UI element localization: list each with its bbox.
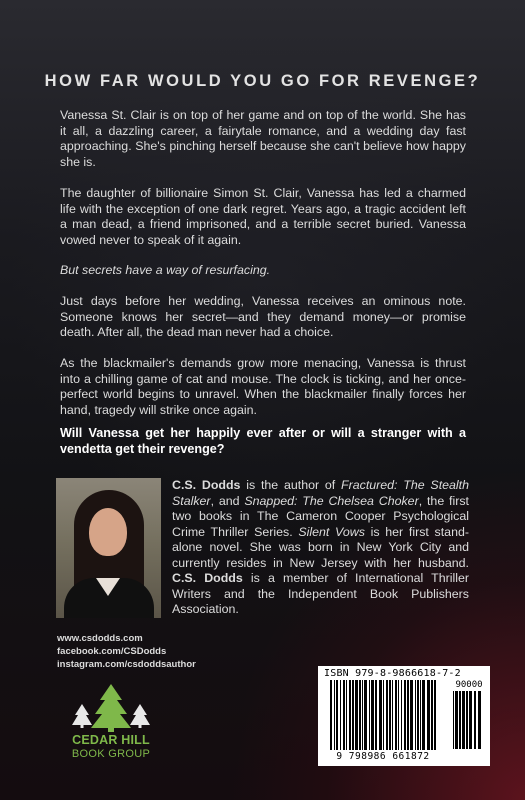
author-bio: C.S. Dodds is the author of Fractured: The Stealth Stalker, and Snapped: The Chelsea Choker, the first two books in The Cameron Cooper Psychological Crime Thriller Series. Silent Vows is her first stand-alone novel. She was born in New York City and currently resides in New Jersey with her husband. C.S. Dodds is a member of International Thriller Writers and the Independent Book Publishers Association. [172,478,470,616]
publisher-subname: BOOK GROUP [71,748,151,760]
book-title-1: Fractured: The Stealth Stalker [172,478,469,508]
price-code: 90000 [455,680,483,690]
blurb-paragraph-3 [60,263,466,279]
blurb-paragraph-5: As the blackmailer's demands grow more menacing, Vanessa is thrust into a chilling game of cat and mouse. The clock is ticking, and her once-perfect world begins to unravel. When the blackmailer finally forces her hand, tragedy will strike once again. [60,356,466,417]
price-barcode-bars [453,691,485,761]
author-links [57,632,196,671]
blurb-paragraph-2: The daughter of billionaire Simon St. Clair, Vanessa has led a charmed life with the exception of one dark regret. Years ago, a tragic accident left a man dead, a friend imprisoned, and a terrible secret buried. Vanessa vowed never to speak of it again. [60,186,466,247]
barcode-digits: 9 798986 661872 [336,751,430,762]
website-link[interactable]: www.csdodds.com [57,633,143,644]
headline: HOW FAR WOULD YOU GO FOR REVENGE? [44,72,481,90]
blurb-paragraph-1: Vanessa St. Clair is on top of her game and on top of the world. She has it all, a dazzling career, a fairytale romance, and a wedding day fast approaching. She's pinching herself because she can't believe how happy she is. [60,108,466,169]
publisher-name: CEDAR HILL [72,733,150,747]
book-title-2: Snapped: The Chelsea Choker [244,493,419,508]
blurb-question: Will Vanessa get her happily ever after or will a stranger with a vendetta get their revenge? [60,426,466,456]
blurb-paragraph-4: Just days before her wedding, Vanessa receives an ominous note. Someone knows her secret—and they demand money—or promise death. After all, the dead man never had a choice. [60,294,466,339]
instagram-link[interactable]: instagram.com/csdoddsauthor [57,659,196,670]
barcode-bars [330,680,440,750]
author-name: C.S. Dodds [172,478,241,492]
book-title-3: Silent Vows [298,524,365,539]
pine-trees-icon [66,684,156,732]
author-name-2: C.S. Dodds [172,571,243,585]
author-photo [56,478,161,618]
facebook-link[interactable]: facebook.com/CSDodds [57,646,167,657]
isbn-text: ISBN 979-8-9866618-7-2 [324,668,461,679]
blurb-italic-line: But secrets have a way of resurfacing. [60,263,271,277]
isbn-barcode [318,666,490,766]
publisher-logo [66,684,156,766]
